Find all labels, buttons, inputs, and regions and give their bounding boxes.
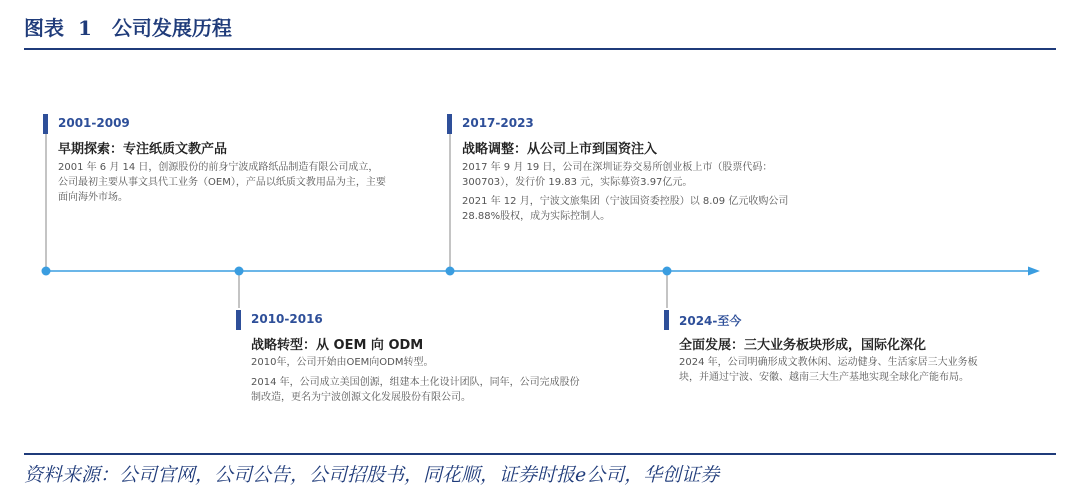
timeline-dot-2010-2016 bbox=[235, 267, 244, 276]
source-note: 资料来源：公司官网，公司公告，公司招股书，同花顺，证券时报e公司，华创证券 bbox=[24, 464, 720, 486]
figure-title: 公司发展历程 bbox=[111, 16, 232, 40]
figure-number: 1 bbox=[78, 16, 92, 40]
event-description: 2024 年，公司明确形成文教休闲、运动健身、生活家居三大业务板块，并通过宁波、安徽、越南三大生产基地实现全球化产能布局。 bbox=[679, 357, 978, 383]
timeline-dot-2017-2023 bbox=[446, 267, 455, 276]
event-marker-bar bbox=[447, 114, 452, 134]
timeline-dot-2001-2009 bbox=[42, 267, 51, 276]
event-years: 2017-2023 bbox=[462, 116, 534, 130]
figure-label: 图表 bbox=[24, 16, 64, 40]
event-years: 2001-2009 bbox=[58, 116, 130, 130]
event-title: 战略调整：从公司上市到国资注入 bbox=[462, 142, 658, 157]
event-title: 全面发展：三大业务板块形成，国际化深化 bbox=[679, 338, 927, 353]
event-marker-bar bbox=[664, 310, 669, 330]
event-years: 2010-2016 bbox=[251, 312, 323, 326]
event-title: 战略转型：从 OEM 向 ODM bbox=[251, 338, 424, 353]
timeline-arrowhead-icon bbox=[1028, 267, 1040, 276]
footer-rule bbox=[24, 453, 1056, 455]
event-description: 2010年，公司开始由OEM向ODM转型。 bbox=[251, 357, 434, 368]
timeline-dot-2024 bbox=[663, 267, 672, 276]
event-marker-bar bbox=[236, 310, 241, 330]
event-description: 2014 年，公司成立美国创源，组建本土化设计团队，同年，公司完成股份制改造，更名为宁波创源文化发展股份有限公司。 bbox=[251, 377, 580, 403]
event-description: 2021 年 12 月，宁波文旅集团（宁波国资委控股）以 8.09 亿元收购公司 28.88%股权，成为实际控制人。 bbox=[462, 196, 789, 222]
event-description: 2017 年 9 月 19 日，公司在深圳证券交易所创业板上市（股票代码：300703），发行价 19.83 元，实际募资3.97亿元。 bbox=[462, 162, 773, 188]
event-title: 早期探索：专注纸质文教产品 bbox=[58, 142, 228, 157]
event-description: 2001 年 6 月 14 日，创源股份的前身宁波成路纸品制造有限公司成立，公司最初主要从事文具代工业务（OEM），产品以纸质文教用品为主，主要面向海外市场。 bbox=[58, 162, 386, 203]
event-marker-bar bbox=[43, 114, 48, 134]
event-years: 2024-至今 bbox=[679, 314, 742, 328]
